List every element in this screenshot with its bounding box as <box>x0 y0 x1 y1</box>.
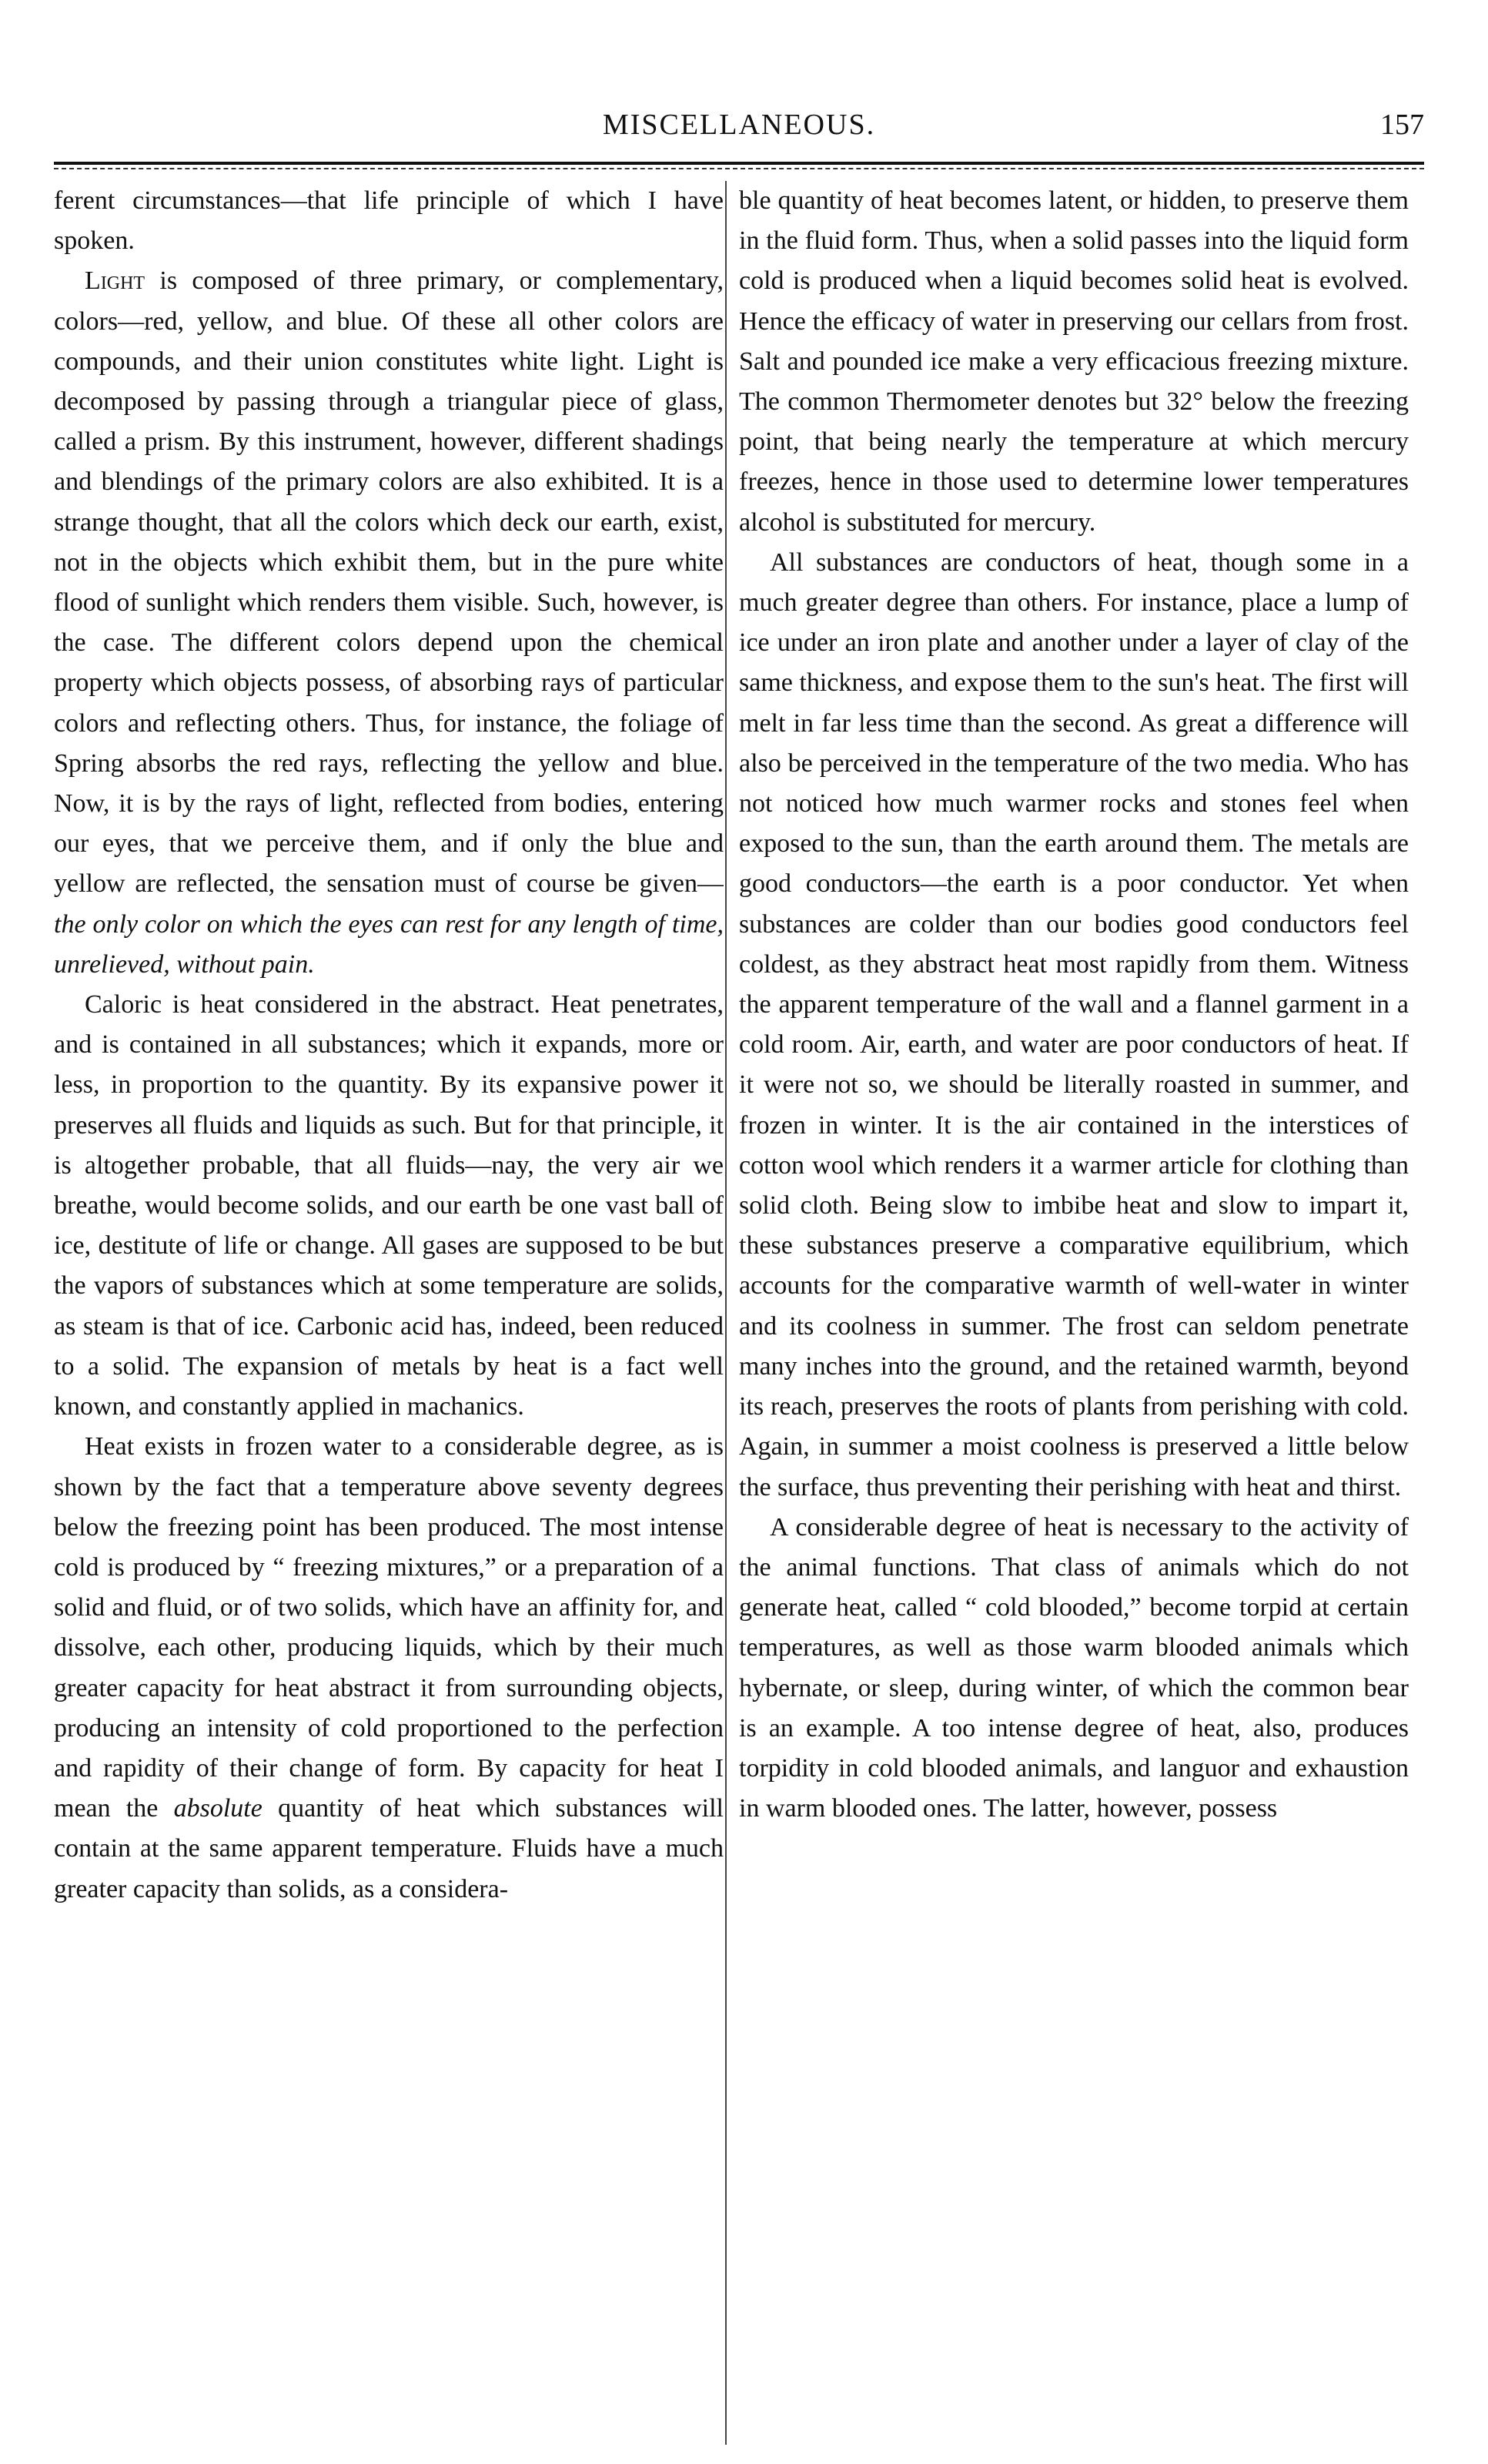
paragraph-emphasis: absolute <box>173 1794 262 1823</box>
left-column <box>54 181 724 2445</box>
column-divider <box>725 181 727 2445</box>
running-title: MISCELLANEOUS. <box>602 109 876 141</box>
paragraph-emphasis: the only color on which the eyes can rest for any length of time, unrelieved, without pain. <box>54 909 724 979</box>
paragraph-text: Heat exists in frozen water to a considerable degree, as is shown by the fact that a temperature above seventy degrees below the freezing point has been produced. The most intense cold is produced by “ freezing mixtures,” or a preparation of a solid and fluid, or of two solids, which have an affinity for, and dissolve, each other, producing liquids, which by their much greater capacity for heat abstract it from surrounding objects, producing an intensity of cold proportioned to the perfection and rapidity of their change of form. By capacity for heat I mean the <box>54 1432 724 1823</box>
paragraph-text: is composed of three primary, or complementary, colors—red, yellow, and blue. Of these all other colors are compounds, and their union constitutes white light. Light is decomposed by passing through a triangular piece of glass, called a prism. By this instrument, however, different shadings and blendings of the primary colors are also exhibited. It is a strange thought, that all the colors which deck our earth, exist, not in the objects which exhibit them, but in the pure white flood of sunlight which renders them visible. Such, however, is the case. The different colors depend upon the chemical property which objects possess, of absorbing rays of particular colors and reflecting others. Thus, for instance, the foliage of Spring absorbs the red rays, reflecting the yellow and blue. Now, it is by the rays of light, reflected from bodies, entering our eyes, that we perceive them, and if only the blue and yellow are reflected, the sensation must of course be given— <box>54 266 724 899</box>
paragraph <box>739 543 1409 1508</box>
paragraph-text: A considerable degree of heat is necessary to the activity of the animal functions. That class of animals which do not generate heat, called “ cold blooded,” become torpid at certain temperatures, as well as those warm blooded animals which hybernate, or sleep, during winter, of which the common bear is an example. A too intense degree of heat, also, produces torpidity in cold blooded animals, and languor and exhaustion in warm blooded ones. The latter, however, possess <box>739 1512 1409 1823</box>
paragraph-text: quantity of heat which substances will contain at the same apparent temperature. Fluids have a much greater capacity than solids, as a considera- <box>54 1794 724 1903</box>
paragraph <box>739 1508 1409 1830</box>
page-header <box>54 108 1424 154</box>
paragraph-text: ble quantity of heat becomes latent, or hidden, to preserve them in the fluid form. Thus, when a solid passes into the liquid form cold is produced when a liquid becomes solid heat is evolved. Hence the efficacy of water in preserving our cellars from frost. Salt and pounded ice make a very efficacious freezing mixture. The common Thermometer denotes but 32° below the freezing point, that being nearly the temperature at which mercury freezes, hence in those used to determine lower temperatures alcohol is substituted for mercury. <box>739 186 1409 537</box>
paragraph-text: All substances are conductors of heat, though some in a much greater degree than others. For instance, place a lump of ice under an iron plate and another under a layer of clay of the same thickness, and expose them to the sun's heat. The first will melt in far less time than the second. As great a difference will also be perceived in the temperature of the two media. Who has not noticed how much warmer rocks and stones feel when exposed to the sun, than the earth around them. The metals are good conductors—the earth is a poor conductor. Yet when substances are colder than our bodies good conductors feel coldest, as they abstract heat most rapidly from them. Witness the apparent temperature of the wall and a flannel garment in a cold room. Air, earth, and water are poor conductors of heat. If it were not so, we should be literally roasted in summer, and frozen in winter. It is the air contained in the interstices of cotton wool which renders it a warmer article for clothing than solid cloth. Being slow to imbibe heat and slow to impart it, these substances preserve a comparative equilibrium, which accounts for the comparative warmth of well-water in winter and its coolness in summer. The frost can seldom penetrate many inches into the ground, and the retained warmth, beyond its reach, preserves the roots of plants from perishing with cold. Again, in summer a moist coolness is preserved a little below the surface, thus preventing their perishing with heat and thirst. <box>739 547 1409 1502</box>
paragraph <box>54 181 724 261</box>
paragraph <box>739 181 1409 543</box>
right-column <box>739 181 1409 2445</box>
page-number: 157 <box>1380 109 1424 141</box>
paragraph <box>54 1427 724 1909</box>
paragraph <box>54 261 724 985</box>
paragraph-text: ferent circumstances—that life principle of which I have spoken. <box>54 186 724 256</box>
header-rule <box>54 162 1424 169</box>
paragraph <box>54 985 724 1427</box>
paragraph-lead-word: Light <box>85 266 145 296</box>
paragraph-text: Caloric is heat considered in the abstract. Heat penetrates, and is contained in all substances; which it expands, more or less, in proportion to the quantity. By its expansive power it preserves all fluids and liquids as such. But for that principle, it is altogether probable, that all fluids—nay, the very air we breathe, would become solids, and our earth be one vast ball of ice, destitute of life or change. All gases are supposed to be but the vapors of substances which at some temperature are solids, as steam is that of ice. Carbonic acid has, indeed, been reduced to a solid. The expansion of metals by heat is a fact well known, and constantly applied in machanics. <box>54 990 724 1421</box>
